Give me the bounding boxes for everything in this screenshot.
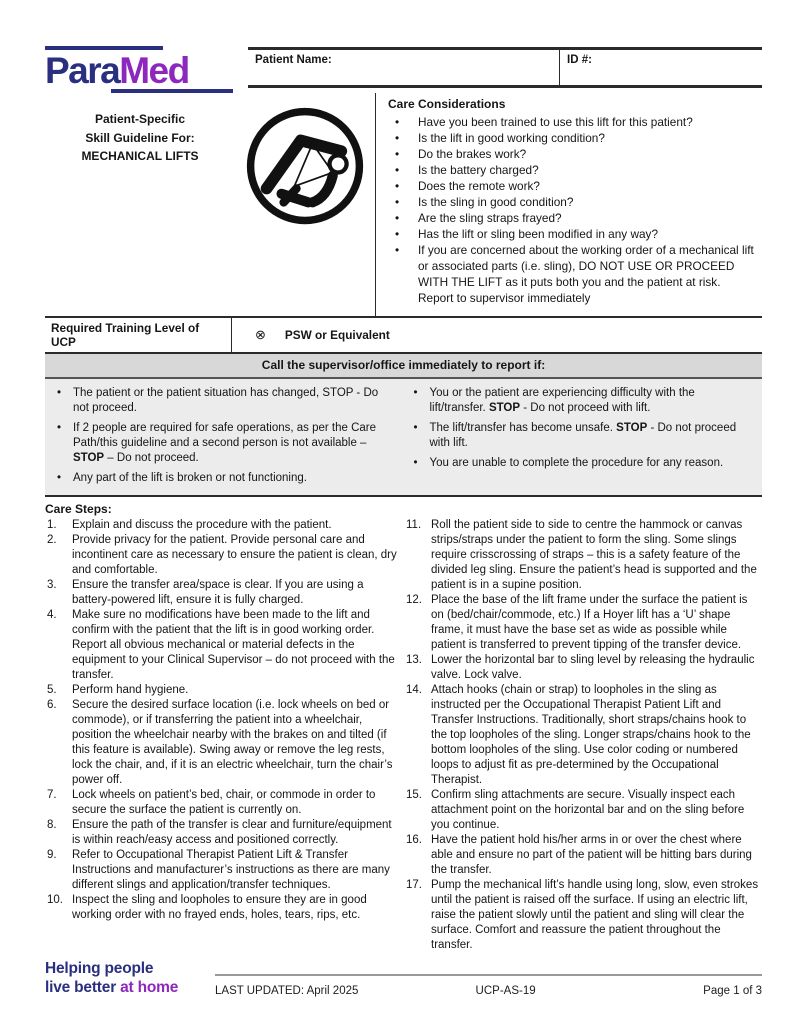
guideline-title-line2: Skill Guideline For: (85, 130, 195, 145)
care-step-text: Provide privacy for the patient. Provide personal care and incontinent care as necessary to ensure the patient is clean, dry and comfortable. (72, 534, 397, 576)
care-steps (45, 518, 762, 953)
care-step-text: Pump the mechanical lift’s handle using long, slow, even strokes until the patient is raised off the surface. If using an electric lift, raise the patient slowly until the patient and sling will clear the surface. Comfort and reassure the patient throughout the transfer. (431, 879, 759, 951)
care-step-text: Perform hand hygiene. (72, 684, 189, 696)
header (45, 44, 762, 93)
care-step-item (404, 683, 762, 788)
footer (215, 974, 762, 997)
guideline-title-line1: Patient-Specific (94, 112, 186, 126)
supervisor-item (402, 421, 759, 451)
care-consideration-text: Does the remote work? (418, 179, 540, 194)
care-step-text: Lower the horizontal bar to sling level by releasing the hydraulic valve. Lock valve. (431, 654, 755, 681)
care-step-item (404, 653, 762, 683)
lift-icon-wrap (235, 93, 375, 316)
care-step-item (45, 683, 397, 698)
care-consideration-text: Has the lift or sling been modified in any way? (418, 227, 658, 242)
tagline-line1: Helping people (45, 960, 154, 978)
care-consideration-text: Is the battery charged? (418, 163, 539, 178)
care-consideration-item (388, 114, 756, 130)
footer-meta-row (215, 985, 762, 997)
care-consideration-text: Do the brakes work? (418, 147, 527, 162)
guideline-title-line3: MECHANICAL LIFTS (81, 149, 199, 164)
care-step-number: 16. (406, 834, 422, 846)
bullet-icon: • (395, 243, 400, 258)
footer-divider (215, 974, 762, 976)
supervisor-left-list (45, 386, 402, 486)
bullet-icon: • (395, 131, 400, 146)
care-step-item (45, 518, 397, 533)
care-step-number: 6. (47, 699, 57, 711)
care-step-text: Secure the desired surface location (i.e. lock wheels on bed or commode), or if transferring the patient into a wheelchair, position the wheelchair nearby with the brakes on and tilted (if this feature is available). Swing away or remove the leg rests, lock the chair, and, if it is an electric wheelchair, turn the chair’s power off. (72, 699, 393, 786)
tagline-live-better: live better (45, 979, 121, 997)
brand-tagline (45, 960, 178, 998)
care-considerations (375, 93, 762, 316)
last-updated-text: LAST UPDATED: April 2025 (215, 985, 359, 997)
bullet-icon: • (413, 387, 418, 400)
care-step-number: 11. (406, 519, 422, 531)
supervisor-item-text: You are unable to complete the procedure for any reason. (429, 457, 724, 470)
supervisor-callout-header: Call the supervisor/office immediately to report if: (45, 354, 762, 379)
care-steps-left-column (45, 518, 397, 953)
care-consideration-text: Have you been trained to use this lift for this patient? (418, 115, 693, 129)
care-step-item (404, 518, 762, 593)
circled-x-icon: ⊗ (255, 327, 266, 343)
bullet-icon: • (56, 472, 62, 485)
training-level-text: PSW or Equivalent (284, 328, 390, 343)
bullet-icon: • (395, 163, 400, 178)
supervisor-item-text: The patient or the patient situation has changed, STOP - Do not proceed. (73, 387, 379, 415)
patient-name-field: Patient Name: (255, 54, 332, 66)
required-training-label: Required Training Level of UCP (45, 318, 232, 352)
supervisor-item (402, 386, 759, 416)
care-step-number: 10. (47, 894, 63, 906)
care-step-number: 17. (406, 879, 422, 891)
care-step-text: Make sure no modifications have been made to the lift and confirm with the patient that the lift is in good working order. Report all obvious mechanical or material defects in the equipment to your Clinical Supervisor – do not proceed with the transfer. (72, 609, 395, 681)
care-step-text: Explain and discuss the procedure with the patient. (72, 519, 332, 531)
logo-wordmark (45, 52, 235, 89)
care-step-text: Inspect the sling and loopholes to ensure they are in good working order with no frayed ends, holes, tears, rips, etc. (72, 894, 367, 921)
supervisor-item (45, 421, 402, 466)
required-training-row (45, 316, 762, 354)
care-consideration-item (388, 210, 756, 226)
supervisor-item-text: Any part of the lift is broken or not functioning. (73, 472, 307, 485)
care-step-number: 7. (47, 789, 57, 801)
care-step-text: Lock wheels on patient’s bed, chair, or commode in order to secure the surface the patient is currently on. (72, 789, 376, 816)
bullet-icon: • (56, 422, 62, 435)
document-code: UCP-AS-19 (475, 985, 536, 997)
supervisor-right-list (402, 386, 759, 486)
care-step-item (45, 893, 397, 923)
care-step-text: Confirm sling attachments are secure. Visually inspect each attachment point on the horizontal bar and on the sling before you continue. (431, 789, 745, 831)
care-step-item (45, 848, 397, 893)
bullet-icon: • (395, 179, 400, 194)
bullet-icon: • (413, 422, 418, 435)
care-step-number: 4. (47, 609, 57, 621)
supervisor-item (45, 471, 402, 486)
care-considerations-list (388, 114, 756, 306)
care-step-item (404, 878, 762, 953)
patient-info-table (248, 47, 762, 88)
care-consideration-item (388, 226, 756, 242)
supervisor-item-text: If 2 people are required for safe operations, as per the Care Path/this guideline and a second person is not available – STOP – Do not proceed. (73, 422, 377, 465)
care-consideration-item (388, 162, 756, 178)
tagline-line2 (45, 979, 178, 998)
care-step-item (45, 698, 397, 788)
care-step-number: 15. (406, 789, 422, 801)
care-step-number: 1. (47, 519, 57, 531)
care-step-number: 12. (406, 594, 422, 606)
bullet-icon: • (395, 227, 400, 242)
care-step-item (45, 578, 397, 608)
care-step-text: Ensure the path of the transfer is clear and furniture/equipment is within reach/easy access and positioned correctly. (72, 819, 392, 846)
care-step-number: 8. (47, 819, 57, 831)
care-step-number: 3. (47, 579, 57, 591)
care-step-number: 5. (47, 684, 57, 696)
care-consideration-item (388, 194, 756, 210)
care-steps-title: Care Steps: (45, 502, 112, 516)
bullet-icon: • (56, 387, 62, 400)
care-consideration-text: Is the sling in good condition? (418, 195, 574, 210)
guideline-band (45, 93, 762, 316)
bullet-icon: • (395, 211, 400, 226)
supervisor-item-text: The lift/transfer has become unsafe. STOP - Do not proceed with lift. (429, 422, 737, 450)
care-step-text: Place the base of the lift frame under the surface the patient is on (bed/chair/commode, etc.) If a Hoyer lift has a ‘U’ shape frame, it must have the base set as wide as possible while patient is transferred to prevent tipping of the transfer device. (431, 594, 748, 651)
care-consideration-item (388, 130, 756, 146)
care-considerations-title: Care Considerations (388, 97, 506, 111)
care-steps-right-column (397, 518, 762, 953)
care-consideration-text: Is the lift in good working condition? (418, 131, 605, 146)
patient-id-field: ID #: (559, 50, 762, 85)
care-consideration-item (388, 146, 756, 162)
bullet-icon: • (395, 195, 400, 210)
care-step-text: Roll the patient side to side to centre the hammock or canvas strips/straps under the patient to form the sling. Some slings require crisscrossing of straps – this is a safety feature of the divided leg sling. Ensure the patient’s head is supported and the patient is in a supine position. (431, 519, 757, 591)
logo-part-para: Para (45, 50, 120, 91)
care-step-item (404, 833, 762, 878)
bullet-icon: • (395, 147, 400, 162)
guideline-title (45, 93, 235, 316)
page-number: Page 1 of 3 (703, 985, 762, 997)
supervisor-item (45, 386, 402, 416)
care-step-text: Refer to Occupational Therapist Patient Lift & Transfer Instructions and manufacturer’s instructions as there are many different slings and application/transfer techniques. (72, 849, 390, 891)
bullet-icon: • (395, 115, 400, 129)
care-step-number: 9. (47, 849, 57, 861)
mechanical-lift-icon (241, 100, 369, 230)
care-consideration-text: Are the sling straps frayed? (418, 211, 562, 226)
care-step-text: Ensure the transfer area/space is clear. If you are using a battery-powered lift, ensure it is fully charged. (72, 579, 364, 606)
supervisor-item-text: You or the patient are experiencing difficulty with the lift/transfer. STOP - Do not proceed with lift. (429, 387, 695, 415)
bullet-icon: • (413, 457, 418, 470)
supervisor-item (402, 456, 759, 471)
care-step-text: Have the patient hold his/her arms in or over the chest where able and ensure no part of the patient will be hitting bars during the transfer. (431, 834, 752, 876)
paramed-logo (45, 44, 235, 93)
care-consideration-text: If you are concerned about the working order of a mechanical lift or associated parts (i.e. sling), DO NOT USE OR PROCEED WITH THE LIFT as it puts both you and the patient at risk. Report to supervisor immediately (418, 243, 754, 306)
care-step-number: 2. (47, 534, 57, 546)
care-step-item (45, 818, 397, 848)
care-step-item (404, 788, 762, 833)
required-training-value (232, 318, 762, 352)
care-step-item (45, 608, 397, 683)
care-step-number: 13. (406, 654, 422, 666)
care-step-text: Attach hooks (chain or strap) to loopholes in the sling as instructed per the Occupational Therapist Patient Lift and Transfer Instructions. Traditionally, short straps/chains hook to the top loopholes of the sling. Longer straps/chains hook to the bottom loopholes of the sling. Use color coding or numbered loops to adjust fit as pre-determined by the Occupational Therapist. (431, 684, 751, 786)
logo-part-med: Med (119, 50, 189, 91)
care-step-item (45, 533, 397, 578)
care-step-item (404, 593, 762, 653)
care-consideration-item (388, 178, 756, 194)
supervisor-callout-body (45, 379, 762, 497)
tagline-at-home: at home (120, 979, 179, 997)
care-step-item (45, 788, 397, 818)
care-step-number: 14. (406, 684, 422, 696)
care-consideration-item (388, 242, 756, 306)
